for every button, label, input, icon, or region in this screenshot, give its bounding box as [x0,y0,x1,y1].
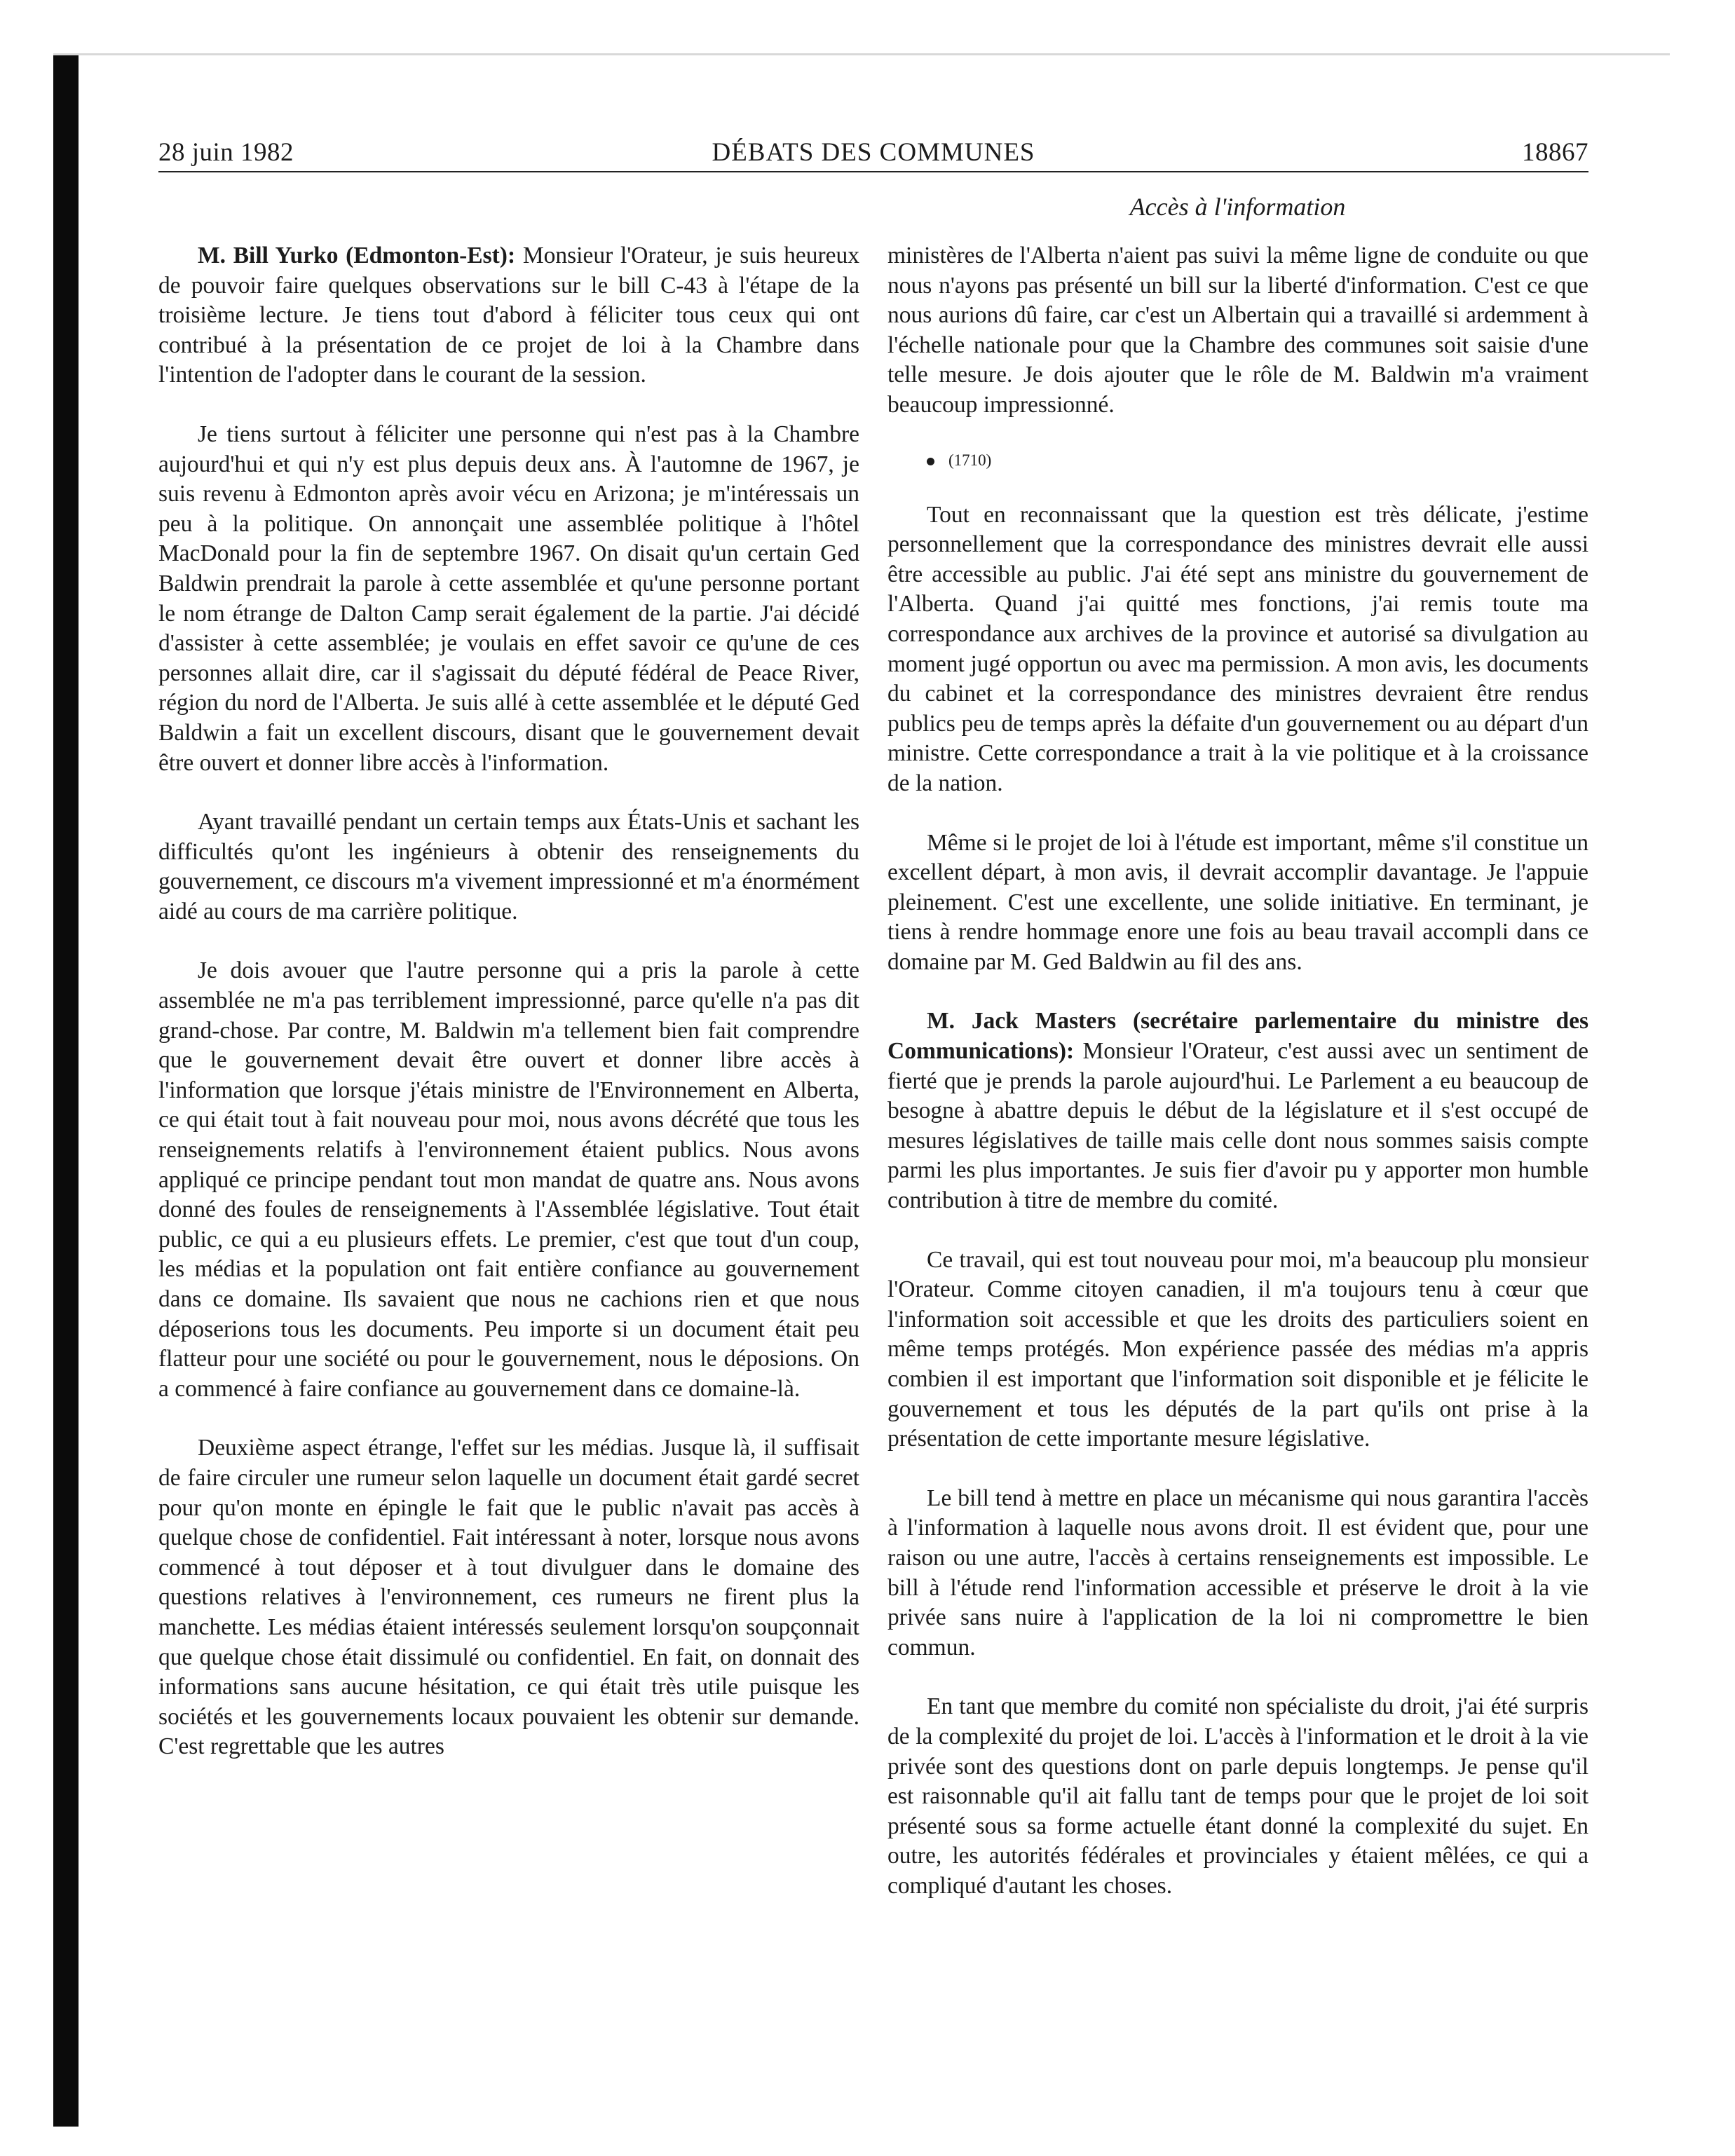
speaker-name: M. Jack Masters (secrétaire parlementaire du ministre des Communications): [887,1008,1588,1065]
header-publication-title: DÉBATS DES COMMUNES [712,138,1035,167]
paragraph: Tout en reconnaissant que la question est très délicate, j'estime personnellement que la correspondance des ministres devrait elle aussi être accessible au public. J'ai été sept ans ministre du gouvernement de l'Alberta. Quand j'ai quitté mes fonctions, j'ai remis toute ma correspondance aux archives de la province et autorisé sa divulgation au moment jugé opportun ou avec ma permission. A mon avis, les documents du cabinet et la correspondance des ministres devraient être rendus publics peu de temps après la défaite d'un gouvernement ou au départ d'un ministre. Cette correspondance a trait à la vie politique et à la croissance de la nation. [887,501,1588,796]
paragraph: Ayant travaillé pendant un certain temps aux États-Unis et sachant les difficultés qu'ont les ingénieurs à obtenir des renseignements du gouvernement, ce discours m'a vivement impressionné et m'a énormément aidé au cours de ma carrière politique. [158,809,859,925]
paragraph [158,241,859,390]
speaker-name: M. Bill Yurko (Edmonton-Est): [198,243,516,268]
section-heading: Accès à l'information [1129,193,1346,221]
paragraph: Je tiens surtout à féliciter une personne qui n'est pas à la Chambre aujourd'hui et qui n'y est plus depuis deux ans. À l'automne de 1967, je suis revenu à Edmonton après avoir vécu en Arizona; je m'intéressais un peu à la politique. On annonçait une assemblée politique à l'hôtel MacDonald pour la fin de septembre 1967. On disait qu'un certain Ged Baldwin prendrait la parole à cette assemblée et qu'une personne portant le nom étrange de Dalton Camp serait également de la partie. J'ai décidé d'assister à cette assemblée; je voulais en effet savoir ce qu'une de ces personnes allait dire, car il s'agissait du député fédéral de Peace River, région du nord de l'Alberta. Je suis allé à cette assemblée et le député Ged Baldwin a fait un excellent discours, disant que le gouvernement devait être ouvert et donner libre accès à l'information. [158,421,859,776]
scan-top-edge [53,53,1670,55]
scan-border [53,53,79,2127]
paragraph-text: Monsieur l'Orateur, je suis heureux de pouvoir faire quelques observations sur le bill C-43 à l'étape de la troisième lecture. Je tiens tout d'abord à féliciter tous ceux qui ont contribué à la présentation de ce projet de loi à la Chambre dans l'intention de l'adopter dans le courant de la session. [158,243,859,388]
running-header [158,137,1588,172]
hansard-page [158,137,1588,2058]
header-date: 28 juin 1982 [158,138,294,167]
paragraph: Je dois avouer que l'autre personne qui a pris la parole à cette assemblée ne m'a pas terriblement impressionné, parce qu'elle n'a pas dit grand-chose. Par contre, M. Baldwin m'a tellement bien fait comprendre que le gouvernement devait être ouvert et donner libre accès à l'information que lorsque j'étais ministre de l'Environnement en Alberta, ce qui était tout à fait nouveau pour moi, nous avons décrété que tous les renseignements relatifs à l'environnement étaient publics. Nous avons appliqué ce principe pendant tout mon mandat de quatre ans. Nous avons donné des foules de renseignements à l'Assemblée législative. Tout était public, ce qui a eu plusieurs effets. Le premier, c'est que tout d'un coup, les médias et la population ont fait entière confiance au gouvernement dans ce domaine. Ils savaient que nous ne cachions rien et que nous déposerions tous les documents. Peu importe si un document était peu flatteur pour une société ou pour le gouvernement, nous le déposions. On a commencé à faire confiance au gouvernement dans ce domaine-là. [158,957,859,1402]
header-page-number: 18867 [1522,138,1588,167]
paragraph: Deuxième aspect étrange, l'effet sur les médias. Jusque là, il suffisait de faire circuler une rumeur selon laquelle un document était gardé secret pour qu'on monte en épingle le fait que le public n'avait pas accès à quelque chose de confidentiel. Fait intéressant à noter, lorsque nous avons commencé à tout déposer et à tout divulguer dans le domaine des questions relatives à l'environnement, ces rumeurs ne firent plus la manchette. Les médias étaient intéressés seulement lorsqu'on soupçonnait que quelque chose était dissimulé ou confidentiel. En fait, on donnait des informations sans aucune hésitation, ce qui était très utile puisque les sociétés et les gouvernements locaux pouvaient les obtenir sur demande. C'est regrettable que les autres [158,1435,859,1760]
time-marker [887,450,1588,471]
paragraph: En tant que membre du comité non spécialiste du droit, j'ai été surpris de la complexité du projet de loi. L'accès à l'information et le droit à la vie privée sont des questions dont on parle depuis longtemps. Je pense qu'il est raisonnable qu'il ait fallu tant de temps pour que le projet de loi soit présenté sous sa forme actuelle étant donné la complexité du sujet. En outre, les autorités fédérales et provinciales y étaient mêlées, ce qui a compliqué d'autant les choses. [887,1693,1588,1899]
left-column [158,241,859,1792]
paragraph: Ce travail, qui est tout nouveau pour moi, m'a beaucoup plu monsieur l'Orateur. Comme citoyen canadien, il m'a toujours tenu à cœur que l'information soit accessible et que les droits des particuliers soient en même temps protégés. Mon expérience passée des médias m'a appris combien il est important que l'information soit disponible et je félicite le gouvernement et tous les députés de la part qu'ils ont prise à la présentation de cette importante mesure législative. [887,1246,1588,1452]
time-marker-text: (1710) [948,451,992,469]
paragraph-text: Monsieur l'Orateur, c'est aussi avec un sentiment de fierté que je prends la parole aujourd'hui. Le Parlement a eu beaucoup de besogne à abattre depuis le début de la législature et il s'est occupé de mesures législatives de taille mais celle dont nous sommes saisis compte parmi les plus importantes. Je suis fier d'avoir pu y apporter mon humble contribution à titre de membre du comité. [887,1038,1589,1214]
paragraph: Même si le projet de loi à l'étude est important, même s'il constitue un excellent départ, à mon avis, il devrait accomplir davantage. Je l'appuie pleinement. C'est une excellente, une solide initiative. En terminant, je tiens à rendre hommage enore une fois au beau travail accompli dans ce domaine par M. Ged Baldwin au fil des ans. [887,829,1588,975]
paragraph: Le bill tend à mettre en place un mécanisme qui nous garantira l'accès à l'information à laquelle nous avons droit. Il est évident que, pour une raison ou une autre, l'accès à certains renseignements est impossible. Le bill à l'étude rend l'information accessible et préserve le droit à la vie privée sans nuire à l'application de la loi ni compromettre le bien commun. [887,1485,1588,1660]
right-column [887,241,1588,1931]
paragraph-continued: ministères de l'Alberta n'aient pas suivi la même ligne de conduite ou que nous n'ayons pas présenté un bill sur la liberté d'information. C'est ce que nous aurions dû faire, car c'est un Albertain qui a travaillé si ardemment à l'échelle nationale pour que la Chambre des communes soit saisie d'une telle mesure. Je dois ajouter que le rôle de M. Baldwin m'a vraiment beaucoup impressionné. [887,243,1588,418]
bullet-icon [927,458,934,465]
paragraph [887,1007,1588,1215]
